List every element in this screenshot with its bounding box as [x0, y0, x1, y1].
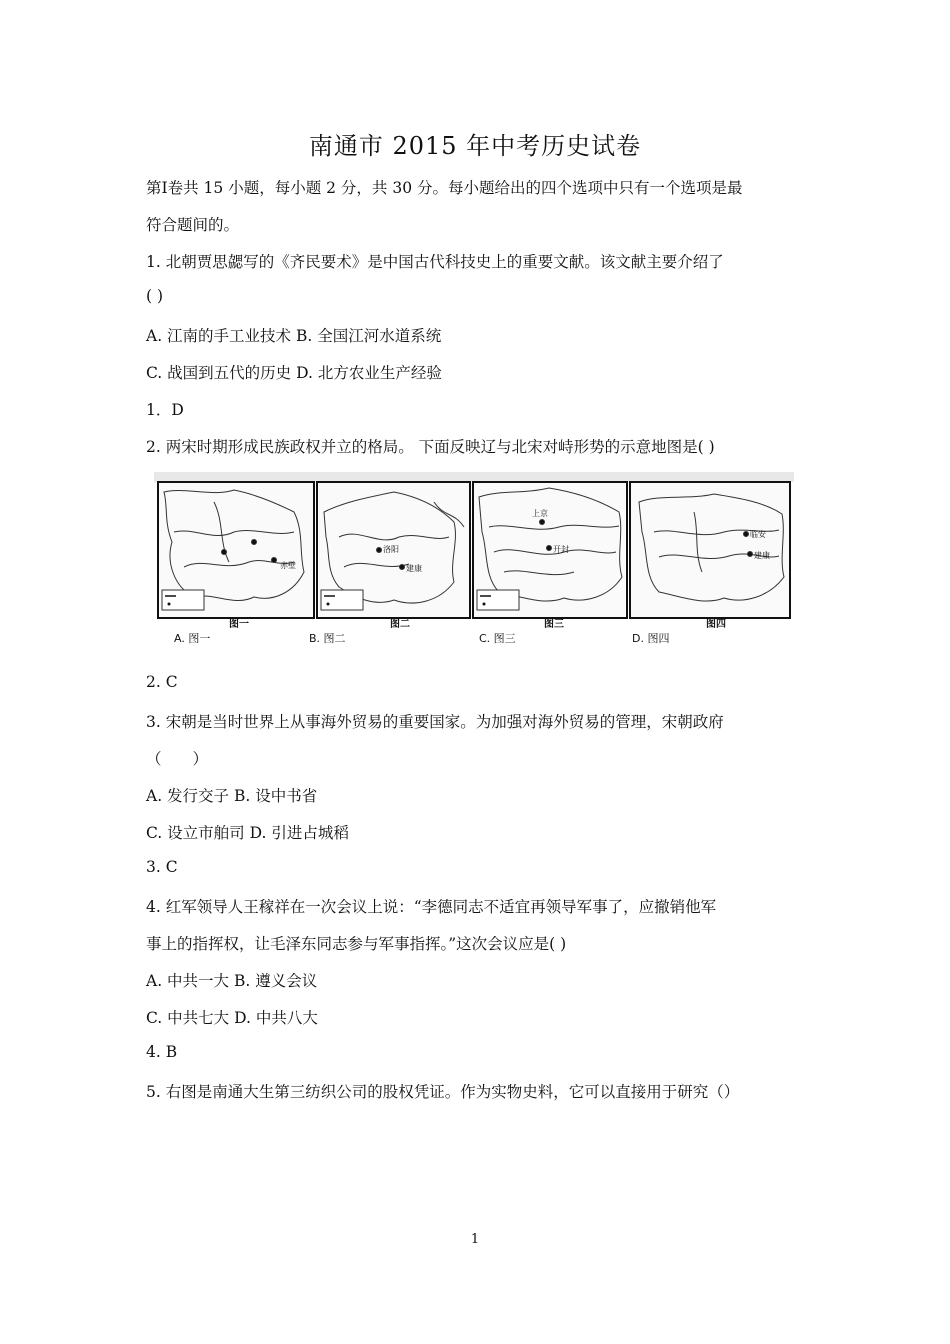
caption-map-3: 图三: [544, 619, 564, 630]
page-number: 1: [470, 1232, 480, 1247]
q1-options-2: C. 战国到五代的历史 D. 北方农业生产经验: [146, 364, 442, 382]
q1-answer: 1．D: [146, 401, 184, 419]
q3-stem-1: 3. 宋朝是当时世界上从事海外贸易的重要国家。为加强对海外贸易的管理，宋朝政府: [146, 713, 724, 731]
q4-options-1: A. 中共一大 B. 遵义会议: [146, 972, 318, 990]
choice-b: B. 图二: [309, 632, 346, 645]
q4-stem-2: 事上的指挥权，让毛泽东同志参与军事指挥。”这次会议应是( ): [146, 935, 567, 953]
map4-label-jiankang: 建康: [754, 551, 770, 560]
caption-map-4: 图四: [706, 619, 726, 630]
caption-map-2: 图二: [390, 619, 410, 630]
q4-answer: 4. B: [146, 1043, 178, 1061]
map1-label-chibi: 赤壁: [280, 561, 296, 570]
map4-label-lin-an: 临安: [750, 530, 766, 539]
q4-options-2: C. 中共七大 D. 中共八大: [146, 1009, 318, 1027]
q4-stem-1: 4. 红军领导人王稼祥在一次会议上说：“李德同志不适宜再领导军事了，应撤销他军: [146, 898, 717, 916]
caption-map-1: 图一: [229, 619, 249, 630]
q1-stem-1: 1. 北朝贾思勰写的《齐民要术》是中国古代科技史上的重要文献。该文献主要介绍了: [146, 253, 724, 271]
q3-options-2: C. 设立市舶司 D. 引进占城稻: [146, 824, 349, 842]
intro-line-1: 第Ⅰ卷共 15 小题，每小题 2 分，共 30 分。每小题给出的四个选项中只有一个选项是最: [146, 179, 743, 197]
q2-stem: 2. 两宋时期形成民族政权并立的格局。 下面反映辽与北宋对峙形势的示意地图是( ): [146, 438, 715, 456]
q3-options-1: A. 发行交子 B. 设中书省: [146, 787, 318, 805]
q5-stem: 5. 右图是南通大生第三纺织公司的股权凭证。作为实物史料，它可以直接用于研究（）: [146, 1083, 740, 1101]
q1-stem-2: ( ): [146, 287, 164, 305]
q3-answer: 3. C: [146, 858, 178, 876]
map3-label-shangjing: 上京: [532, 509, 548, 518]
choice-a: A. 图一: [174, 632, 211, 645]
page-title: 南通市 2015 年中考历史试卷: [308, 132, 642, 160]
intro-line-2: 符合题间的。: [146, 216, 240, 234]
choice-d: D. 图四: [632, 632, 670, 645]
q2-map-figure: [154, 472, 794, 650]
map2-label-jiankang: 建康: [406, 564, 422, 573]
choice-c: C. 图三: [479, 632, 516, 645]
map3-label-kaifeng: 开封: [553, 545, 569, 554]
map2-label-luoyang: 洛阳: [383, 545, 399, 554]
q1-options-1: A. 江南的手工业技术 B. 全国江河水道系统: [146, 327, 442, 345]
q2-answer: 2. C: [146, 673, 178, 691]
q3-stem-2: （ ）: [146, 750, 209, 768]
